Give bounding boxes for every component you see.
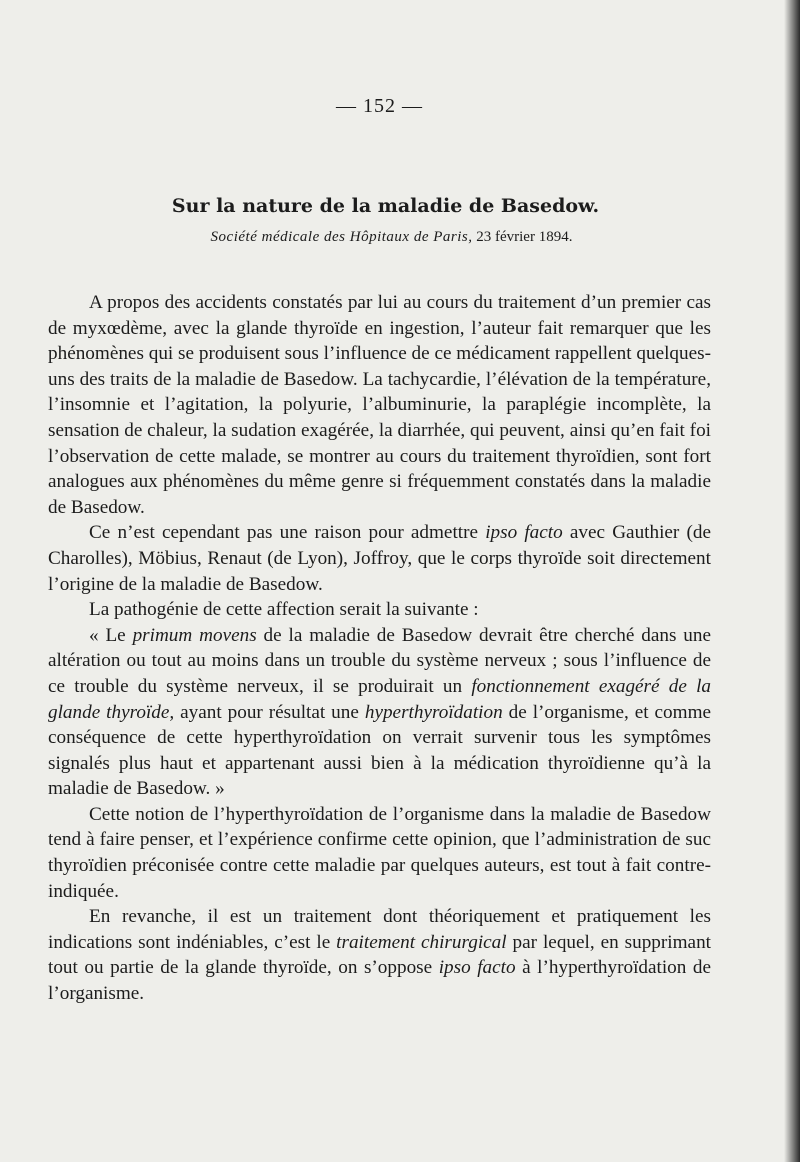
italic-text: traitement chirurgical <box>336 931 507 953</box>
paragraph <box>48 290 711 520</box>
paragraph-text: A propos des accidents constatés par lui au cours du traitement d’un premier cas de myxœdème, avec la glande thyroïde en ingestion, l’auteur fait remarquer que les phénomènes qui se produisent sous l’influence de ce médicament rappellent quelques-uns des traits de la maladie de Basedow. La tachycardie, l’élévation de la température, l’insomnie et l’agitation, la polyurie, l’albuminurie, la paraplégie incomplète, la sensation de chaleur, la sudation exagérée, la diarrhée, qui peuvent, ainsi qu’en fait foi l’observation de cette malade, se montrer au cours du traitement thyroïdien, sont fort analogues aux phénomènes du même genre si fréquemment constatés dans la maladie de Basedow. <box>48 292 711 518</box>
paragraph <box>48 623 711 802</box>
article-title: Sur la nature de la maladie de Basedow. <box>171 195 600 217</box>
paragraph-text: par lequel, en supprimant tout ou partie de la glande thyroïde, on s’oppose <box>48 931 711 979</box>
paragraph-text: de l’organisme, et comme conséquence de cette hyperthyroïdation on verrait survenir tous les symptômes signalés plus haut et appartenant aussi bien à la médication thyroïdienne qu’à la maladie de Basedow. » <box>48 701 712 800</box>
paragraph-text: Ce n’est cependant pas une raison pour admettre <box>89 522 486 544</box>
paragraph-text: En revanche, il est un traitement dont théoriquement et pratiquement les indications sont indéniables, c’est le <box>48 906 711 953</box>
italic-text: fonctionnement exagéré de la glande thyroïde, <box>48 675 711 723</box>
subtitle-source: Société médicale des Hôpitaux de Paris, <box>210 229 473 245</box>
paragraph-text: à l’hyperthyroïdation de l’organisme. <box>48 957 711 1005</box>
paragraph <box>48 520 711 597</box>
italic-text: ipso facto <box>438 957 516 979</box>
paragraph-text: « Le <box>89 624 133 646</box>
paragraph-text: La pathogénie de cette affection serait la suivante : <box>89 599 479 621</box>
document-page <box>48 95 711 1007</box>
italic-text: primum movens <box>132 624 257 646</box>
paragraph <box>48 597 711 623</box>
article-subtitle <box>48 229 711 246</box>
page-number: — 152 — <box>336 95 423 117</box>
subtitle-date: 23 février 1894. <box>476 229 573 245</box>
paragraph <box>48 904 711 1006</box>
paragraph-text: Cette notion de l’hyperthyroïdation de l’organisme dans la maladie de Basedow tend à faire penser, et l’expérience confirme cette opinion, que l’administration de suc thyroïdien préconisée contre cette maladie par quelques auteurs, est tout à fait contre-indiquée. <box>48 803 711 902</box>
article-body <box>48 290 711 1007</box>
paragraph-text: avec Gauthier (de Charolles), Möbius, Renaut (de Lyon), Joffroy, que le corps thyroïde soit directement l’origine de la maladie de Basedow. <box>48 522 711 595</box>
italic-text: hyperthyroïdation <box>364 701 503 723</box>
paragraph-text: ayant pour résultat une <box>174 701 365 723</box>
paragraph <box>48 802 711 904</box>
page-edge-shadow <box>784 0 800 1162</box>
paragraph-text: de la maladie de Basedow devrait être cherché dans une altération ou tout au moins dans un trouble du système nerveux ; sous l’influence de ce trouble du système nerveux, il se produirait un <box>48 624 711 697</box>
italic-text: ipso facto <box>485 522 563 544</box>
